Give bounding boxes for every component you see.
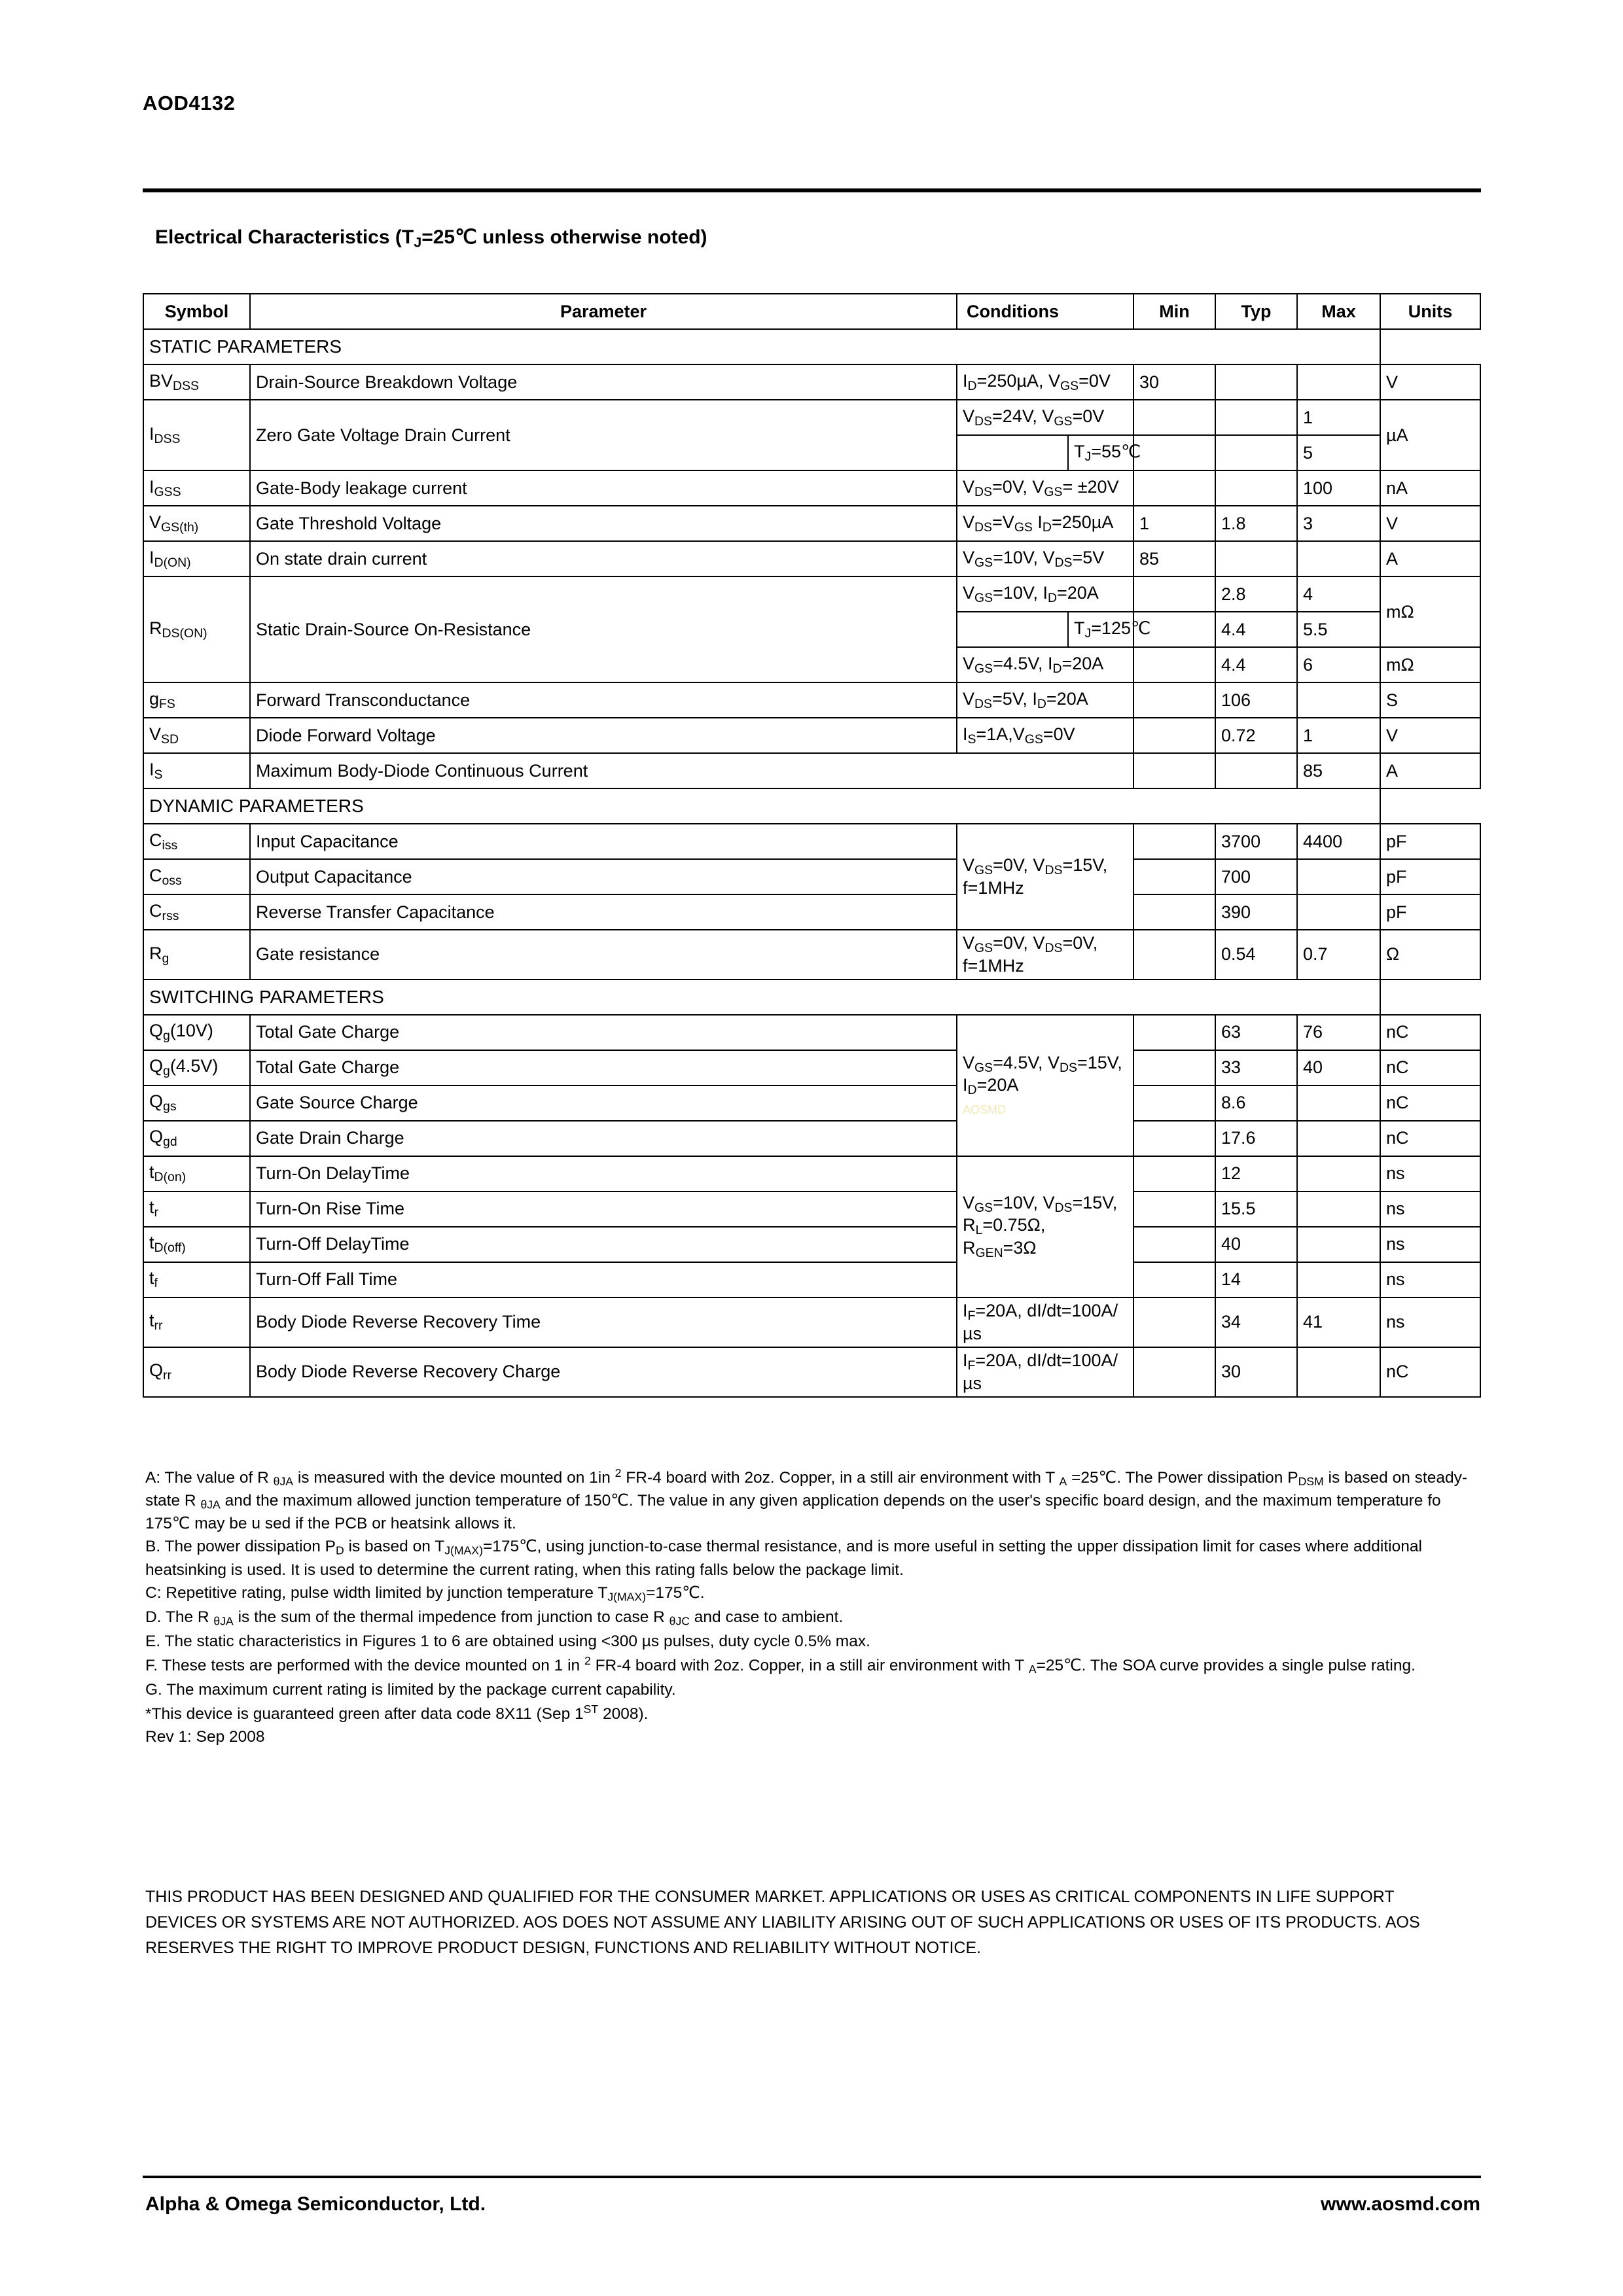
row-parameter-qg10: Total Gate Charge (250, 1015, 957, 1050)
col-parameter: Parameter (250, 294, 957, 329)
symbol-text: Q (149, 1127, 164, 1147)
row-max-tr (1297, 1192, 1380, 1227)
symbol-sub: FS (159, 696, 175, 711)
table-row (143, 1192, 1480, 1227)
row-min-idss-1 (1133, 400, 1215, 435)
symbol-text: t (149, 1162, 154, 1182)
row-symbol-gfs (143, 682, 250, 718)
row-max-crss (1297, 894, 1380, 930)
row-symbol-ciss (143, 824, 250, 859)
row-max-rg: 0.7 (1297, 930, 1380, 980)
row-units-bvdss: V (1380, 364, 1480, 400)
table-group-row (143, 329, 1480, 364)
footnote-a: A: The value of R $_{\theta JA}$ is measured with the device mounted on 1in $^2$ FR-4 board with 2oz. Copper, in a still air environment with T $_A$ =25℃. The Power dissipation $P_{DSM}$ is based on steady-state R $_{\theta JA}$ and the maximum allowed junction temperature of 150℃. The value in any given application depends on the user's specific board design, and the maximum temperature fo 175℃ may be u sed if the PCB or heatsink allows it. (145, 1466, 1468, 1533)
symbol-sub: r (154, 1205, 158, 1220)
col-typ: Typ (1215, 294, 1297, 329)
table-row (143, 470, 1480, 506)
row-min-vgsth: 1 (1133, 506, 1215, 541)
row-max-idss-2: 5 (1297, 435, 1380, 470)
table-row (143, 1015, 1480, 1050)
row-min-is (1133, 753, 1215, 788)
row-units-tf: ns (1380, 1262, 1480, 1298)
row-units-coss: pF (1380, 859, 1480, 894)
row-conditions-qrr: $I_F=20A$, dI/dt=100A/µs (957, 1347, 1133, 1397)
row-min-ciss (1133, 824, 1215, 859)
row-parameter-idss: Zero Gate Voltage Drain Current (250, 400, 957, 470)
row-max-qrr (1297, 1347, 1380, 1397)
row-symbol-qgs (143, 1086, 250, 1121)
row-typ-idon (1215, 541, 1297, 576)
symbol-text: I (149, 547, 154, 567)
row-parameter-igss: Gate-Body leakage current (250, 470, 957, 506)
row-conditions-rdson-2: $T_J=125℃$ (1068, 612, 1133, 647)
col-max: Max (1297, 294, 1380, 329)
row-conditions-charge: $V_{GS}=4.5V$, $V_{DS}=15V$, $I_D=20A$ AOSMD (957, 1015, 1133, 1156)
row-min-vsd (1133, 718, 1215, 753)
section-title-suffix: =25℃ unless otherwise noted) (421, 226, 707, 248)
row-units-igss: nA (1380, 470, 1480, 506)
row-max-qg10: 76 (1297, 1015, 1380, 1050)
symbol-text: Q (149, 1021, 164, 1041)
watermark-text: AOSMD (963, 1103, 1007, 1117)
row-min-coss (1133, 859, 1215, 894)
table-row (143, 930, 1480, 980)
row-min-idon: 85 (1133, 541, 1215, 576)
row-typ-vgsth: 1.8 (1215, 506, 1297, 541)
symbol-text: Q (149, 1360, 164, 1381)
row-conditions-trr: $I_F=20A$, dI/dt=100A/µs (957, 1298, 1133, 1347)
row-units-rdson-3: mΩ (1380, 647, 1480, 682)
row-units-tr: ns (1380, 1192, 1480, 1227)
row-symbol-vsd (143, 718, 250, 753)
footer-divider (143, 2176, 1481, 2178)
row-conditions-idss-2-blank (957, 435, 1068, 470)
row-units-rg: Ω (1380, 930, 1480, 980)
footer-company-name: Alpha & Omega Semiconductor, Ltd. (145, 2193, 486, 2215)
row-units-crss: pF (1380, 894, 1480, 930)
table-row (143, 682, 1480, 718)
row-conditions-gfs: $V_{DS}=5V$, $I_D=20A$ (957, 682, 1133, 718)
row-units-idon: A (1380, 541, 1480, 576)
table-row (143, 364, 1480, 400)
row-max-vgsth: 3 (1297, 506, 1380, 541)
table-group-row (143, 980, 1480, 1015)
row-typ-is (1215, 753, 1297, 788)
row-max-rdson-1: 4 (1297, 576, 1380, 612)
row-symbol-idon (143, 541, 250, 576)
row-min-qg45 (1133, 1050, 1215, 1086)
table-row (143, 1050, 1480, 1086)
row-parameter-qrr: Body Diode Reverse Recovery Charge (250, 1347, 957, 1397)
table-row (143, 859, 1480, 894)
table-row (143, 1347, 1480, 1397)
footnote-f: F. These tests are performed with the device mounted on 1 in $^2$ FR-4 board with 2oz. Copper, in a still air environment with T $_A$=25℃. The SOA curve provides a single pulse rating. (145, 1654, 1416, 1676)
row-conditions-vgsth: $V_{DS}=V_{GS}$ $I_D=250\mu A$ (957, 506, 1133, 541)
row-min-tdoff (1133, 1227, 1215, 1262)
table-group-row (143, 788, 1480, 824)
row-symbol-tr (143, 1192, 250, 1227)
row-min-tr (1133, 1192, 1215, 1227)
symbol-sub: g (162, 951, 169, 966)
row-typ-qgs: 8.6 (1215, 1086, 1297, 1121)
row-parameter-gfs: Forward Transconductance (250, 682, 957, 718)
row-conditions-rdson-2-blank (957, 612, 1068, 647)
row-symbol-qg10 (143, 1015, 250, 1050)
footnote-c: C: Repetitive rating, pulse width limited by junction temperature $T_{J(MAX)}=175℃$. (145, 1583, 705, 1603)
symbol-sub: gs (163, 1099, 177, 1114)
section-title-prefix: Electrical Characteristics (T (155, 226, 414, 248)
symbol-sub: D(ON) (154, 555, 191, 570)
footnote-g: G. The maximum current rating is limited by the package current capability. (145, 1681, 676, 1699)
row-min-rdson-1 (1133, 576, 1215, 612)
row-max-tdon (1297, 1156, 1380, 1192)
symbol-sub: D(off) (154, 1241, 186, 1256)
symbol-text: V (149, 512, 162, 532)
table-row (143, 753, 1480, 788)
row-units-ciss: pF (1380, 824, 1480, 859)
row-min-crss (1133, 894, 1215, 930)
row-parameter-rdson: Static Drain-Source On-Resistance (250, 576, 957, 682)
row-symbol-tf (143, 1262, 250, 1298)
table-row (143, 1298, 1480, 1347)
page-header-part-number: AOD4132 (143, 92, 236, 115)
symbol-text: I (149, 423, 154, 444)
row-units-vsd: V (1380, 718, 1480, 753)
row-typ-tdoff: 40 (1215, 1227, 1297, 1262)
symbol-sub: SD (161, 732, 179, 747)
symbol-sub: rss (162, 908, 179, 923)
row-max-is: 85 (1297, 753, 1380, 788)
row-parameter-is: Maximum Body-Diode Continuous Current (250, 753, 1133, 788)
row-parameter-ciss: Input Capacitance (250, 824, 957, 859)
row-parameter-qg45: Total Gate Charge (250, 1050, 957, 1086)
row-conditions-idss-1: $V_{DS}=24V$, $V_{GS}=0V$ (957, 400, 1133, 435)
row-min-qrr (1133, 1347, 1215, 1397)
row-conditions-cap: $V_{GS}=0V$, $V_{DS}=15V$, f=1MHz (957, 824, 1133, 930)
group-label-switching: SWITCHING PARAMETERS (143, 980, 1380, 1015)
row-parameter-bvdss: Drain-Source Breakdown Voltage (250, 364, 957, 400)
row-symbol-rdson (143, 576, 250, 682)
row-symbol-vgsth (143, 506, 250, 541)
row-units-idss: µA (1380, 400, 1480, 470)
row-symbol-qg45 (143, 1050, 250, 1086)
row-units-qgs: nC (1380, 1086, 1480, 1121)
row-max-vsd: 1 (1297, 718, 1380, 753)
row-units-vgsth: V (1380, 506, 1480, 541)
row-units-qg45: nC (1380, 1050, 1480, 1086)
symbol-text: V (149, 724, 162, 744)
symbol-text: t (149, 1268, 154, 1288)
table-row (143, 1156, 1480, 1192)
symbol-text: Q (149, 1091, 164, 1112)
row-conditions-igss: $V_{DS}=0V$, $V_{GS}= \pm 20V$ (957, 470, 1133, 506)
row-typ-ciss: 3700 (1215, 824, 1297, 859)
table-row (143, 400, 1480, 435)
footnote-e: E. The static characteristics in Figures 1 to 6 are obtained using <300 µs pulses, duty cycle 0.5% max. (145, 1633, 870, 1651)
row-max-coss (1297, 859, 1380, 894)
symbol-text: R (149, 943, 162, 963)
row-min-idss-2 (1133, 435, 1215, 470)
symbol-sub: oss (162, 873, 182, 888)
row-max-trr: 41 (1297, 1298, 1380, 1347)
row-symbol-igss (143, 470, 250, 506)
row-max-tf (1297, 1262, 1380, 1298)
row-conditions-switching: $V_{GS}=10V$, $V_{DS}=15V$, $R_L=0.75\Omega$, $R_{GEN}=3\Omega$ (957, 1156, 1133, 1298)
row-symbol-qgd (143, 1121, 250, 1156)
footnote-revision: Rev 1: Sep 2008 (145, 1728, 265, 1746)
row-max-qgd (1297, 1121, 1380, 1156)
col-min: Min (1133, 294, 1215, 329)
row-typ-bvdss (1215, 364, 1297, 400)
row-parameter-qgd: Gate Drain Charge (250, 1121, 957, 1156)
row-conditions-vsd: $I_S=1A,V_{GS}=0V$ (957, 718, 1133, 753)
footnote-green: *This device is guaranteed green after data code 8X11 (Sep 1ST 2008). (145, 1703, 649, 1723)
row-units-qgd: nC (1380, 1121, 1480, 1156)
symbol-text: I (149, 476, 154, 497)
electrical-characteristics-table (143, 293, 1481, 1398)
row-typ-qg10: 63 (1215, 1015, 1297, 1050)
row-units-trr: ns (1380, 1298, 1480, 1347)
row-conditions-bvdss: $I_D=250\mu A$, $V_{GS}=0V$ (957, 364, 1133, 400)
symbol-sub: DSS (173, 378, 199, 393)
row-typ-trr: 34 (1215, 1298, 1297, 1347)
symbol-text: g (149, 688, 160, 709)
row-symbol-trr (143, 1298, 250, 1347)
row-max-idon (1297, 541, 1380, 576)
header-divider (143, 188, 1481, 192)
row-parameter-tdoff: Turn-Off DelayTime (250, 1227, 957, 1262)
row-max-rdson-2: 5.5 (1297, 612, 1380, 647)
row-typ-gfs: 106 (1215, 682, 1297, 718)
row-min-bvdss: 30 (1133, 364, 1215, 400)
row-typ-coss: 700 (1215, 859, 1297, 894)
row-parameter-idon: On state drain current (250, 541, 957, 576)
symbol-sub: GSS (154, 484, 181, 499)
group-label-dynamic: DYNAMIC PARAMETERS (143, 788, 1380, 824)
row-typ-crss: 390 (1215, 894, 1297, 930)
table-row (143, 506, 1480, 541)
section-title (155, 226, 707, 251)
row-max-igss: 100 (1297, 470, 1380, 506)
row-max-ciss: 4400 (1297, 824, 1380, 859)
row-min-trr (1133, 1298, 1215, 1347)
footnotes (145, 1466, 1487, 1749)
row-max-tdoff (1297, 1227, 1380, 1262)
row-units-tdoff: ns (1380, 1227, 1480, 1262)
row-typ-qg45: 33 (1215, 1050, 1297, 1086)
symbol-sub: GS(th) (161, 520, 199, 535)
symbol-text: C (149, 830, 162, 850)
row-max-rdson-3: 6 (1297, 647, 1380, 682)
row-parameter-tr: Turn-On Rise Time (250, 1192, 957, 1227)
table-row (143, 824, 1480, 859)
table-row (143, 718, 1480, 753)
row-typ-tdon: 12 (1215, 1156, 1297, 1192)
row-parameter-tf: Turn-Off Fall Time (250, 1262, 957, 1298)
row-typ-idss-1 (1215, 400, 1297, 435)
row-parameter-coss: Output Capacitance (250, 859, 957, 894)
symbol-text: t (149, 1311, 154, 1331)
row-units-rdson-1: mΩ (1380, 576, 1480, 647)
symbol-sub: DS(ON) (162, 626, 207, 641)
symbol-sub: g (163, 1029, 170, 1044)
symbol-rest: (10V) (169, 1021, 213, 1041)
col-symbol: Symbol (143, 294, 250, 329)
row-min-gfs (1133, 682, 1215, 718)
symbol-text: C (149, 900, 162, 921)
footer-website-link[interactable]: www.aosmd.com (1321, 2193, 1480, 2215)
row-symbol-bvdss (143, 364, 250, 400)
row-min-igss (1133, 470, 1215, 506)
row-max-qg45: 40 (1297, 1050, 1380, 1086)
symbol-sub: D(on) (154, 1170, 187, 1185)
row-max-idss-1: 1 (1297, 400, 1380, 435)
row-symbol-tdon (143, 1156, 250, 1192)
symbol-text: C (149, 865, 162, 885)
symbol-sub: iss (162, 838, 178, 853)
row-max-gfs (1297, 682, 1380, 718)
row-typ-rdson-3: 4.4 (1215, 647, 1297, 682)
row-conditions-rdson-3: $V_{GS}=4.5V$, $I_D=20A$ (957, 647, 1133, 682)
row-typ-rdson-1: 2.8 (1215, 576, 1297, 612)
row-units-tdon: ns (1380, 1156, 1480, 1192)
row-symbol-crss (143, 894, 250, 930)
legal-disclaimer: THIS PRODUCT HAS BEEN DESIGNED AND QUALIFIED FOR THE CONSUMER MARKET. APPLICATIONS OR USES AS CRITICAL COMPONENTS IN LIFE SUPPORT DEVICES OR SYSTEMS ARE NOT AUTHORIZED. AOS DOES NOT ASSUME ANY LIABILITY ARISING OUT OF SUCH APPLICATIONS OR USES OF ITS PRODUCTS. AOS RESERVES THE RIGHT TO IMPROVE PRODUCT DESIGN, FUNCTIONS AND RELIABILITY WITHOUT NOTICE. (145, 1888, 1420, 1957)
footnote-b: B. The power dissipation $P_D$ is based on $T_{J(MAX)}=175℃$, using junction-to-case thermal resistance, and is more useful in setting the upper dissipation limit for cases where additional heatsinking is used. It is used to determine the current rating, when this rating falls below the package limit. (145, 1538, 1422, 1579)
row-conditions-rg: $V_{GS}=0V$, $V_{DS}=0V$, f=1MHz (957, 930, 1133, 980)
row-parameter-qgs: Gate Source Charge (250, 1086, 957, 1121)
table-row (143, 541, 1480, 576)
symbol-sub: f (154, 1276, 158, 1291)
row-symbol-idss (143, 400, 250, 470)
row-typ-rg: 0.54 (1215, 930, 1297, 980)
table-row (143, 576, 1480, 612)
row-min-tf (1133, 1262, 1215, 1298)
row-parameter-tdon: Turn-On DelayTime (250, 1156, 957, 1192)
row-min-rg (1133, 930, 1215, 980)
col-units: Units (1380, 294, 1480, 329)
symbol-text: t (149, 1233, 154, 1253)
symbol-sub: rr (154, 1318, 163, 1333)
row-units-qg10: nC (1380, 1015, 1480, 1050)
row-typ-igss (1215, 470, 1297, 506)
row-min-qgs (1133, 1086, 1215, 1121)
row-symbol-is (143, 753, 250, 788)
table-row (143, 894, 1480, 930)
row-parameter-trr: Body Diode Reverse Recovery Time (250, 1298, 957, 1347)
row-conditions-idss-2: $T_J=55℃$ (1068, 435, 1133, 470)
symbol-sub: gd (163, 1135, 177, 1150)
row-typ-qgd: 17.6 (1215, 1121, 1297, 1156)
row-min-rdson-3 (1133, 647, 1215, 682)
table-row (143, 1086, 1480, 1121)
row-min-tdon (1133, 1156, 1215, 1192)
table-row (143, 1227, 1480, 1262)
row-symbol-coss (143, 859, 250, 894)
row-symbol-tdoff (143, 1227, 250, 1262)
symbol-sub: DSS (154, 431, 181, 446)
col-conditions: Conditions (957, 294, 1133, 329)
row-parameter-vgsth: Gate Threshold Voltage (250, 506, 957, 541)
row-typ-vsd: 0.72 (1215, 718, 1297, 753)
row-typ-tr: 15.5 (1215, 1192, 1297, 1227)
row-conditions-idon: $V_{GS}=10V$, $V_{DS}=5V$ (957, 541, 1133, 576)
row-max-bvdss (1297, 364, 1380, 400)
row-conditions-rdson-1: $V_{GS}=10V$, $I_D=20A$ (957, 576, 1133, 612)
row-units-is: A (1380, 753, 1480, 788)
row-units-gfs: S (1380, 682, 1480, 718)
symbol-text: t (149, 1197, 154, 1218)
symbol-sub: rr (163, 1368, 171, 1383)
symbol-text: I (149, 759, 154, 779)
row-min-qg10 (1133, 1015, 1215, 1050)
symbol-rest: (4.5V) (169, 1056, 219, 1076)
symbol-text: R (149, 618, 162, 638)
row-typ-idss-2 (1215, 435, 1297, 470)
symbol-sub: S (154, 767, 163, 782)
symbol-sub: g (163, 1064, 170, 1079)
row-typ-rdson-2: 4.4 (1215, 612, 1297, 647)
group-label-static: STATIC PARAMETERS (143, 329, 1380, 364)
row-parameter-rg: Gate resistance (250, 930, 957, 980)
row-max-qgs (1297, 1086, 1380, 1121)
symbol-text: BV (149, 370, 173, 391)
row-symbol-rg (143, 930, 250, 980)
row-typ-qrr: 30 (1215, 1347, 1297, 1397)
table-row (143, 1262, 1480, 1298)
row-parameter-crss: Reverse Transfer Capacitance (250, 894, 957, 930)
row-min-qgd (1133, 1121, 1215, 1156)
symbol-text: Q (149, 1056, 164, 1076)
table-header-row (143, 294, 1480, 329)
row-typ-tf: 14 (1215, 1262, 1297, 1298)
section-title-sub: J (414, 234, 422, 251)
row-units-qrr: nC (1380, 1347, 1480, 1397)
footnote-d: D. The R $_{\theta JA}$ is the sum of the thermal impedence from junction to case R $_{\theta JC}$ and case to ambient. (145, 1608, 844, 1628)
row-parameter-vsd: Diode Forward Voltage (250, 718, 957, 753)
table-row (143, 1121, 1480, 1156)
row-symbol-qrr (143, 1347, 250, 1397)
